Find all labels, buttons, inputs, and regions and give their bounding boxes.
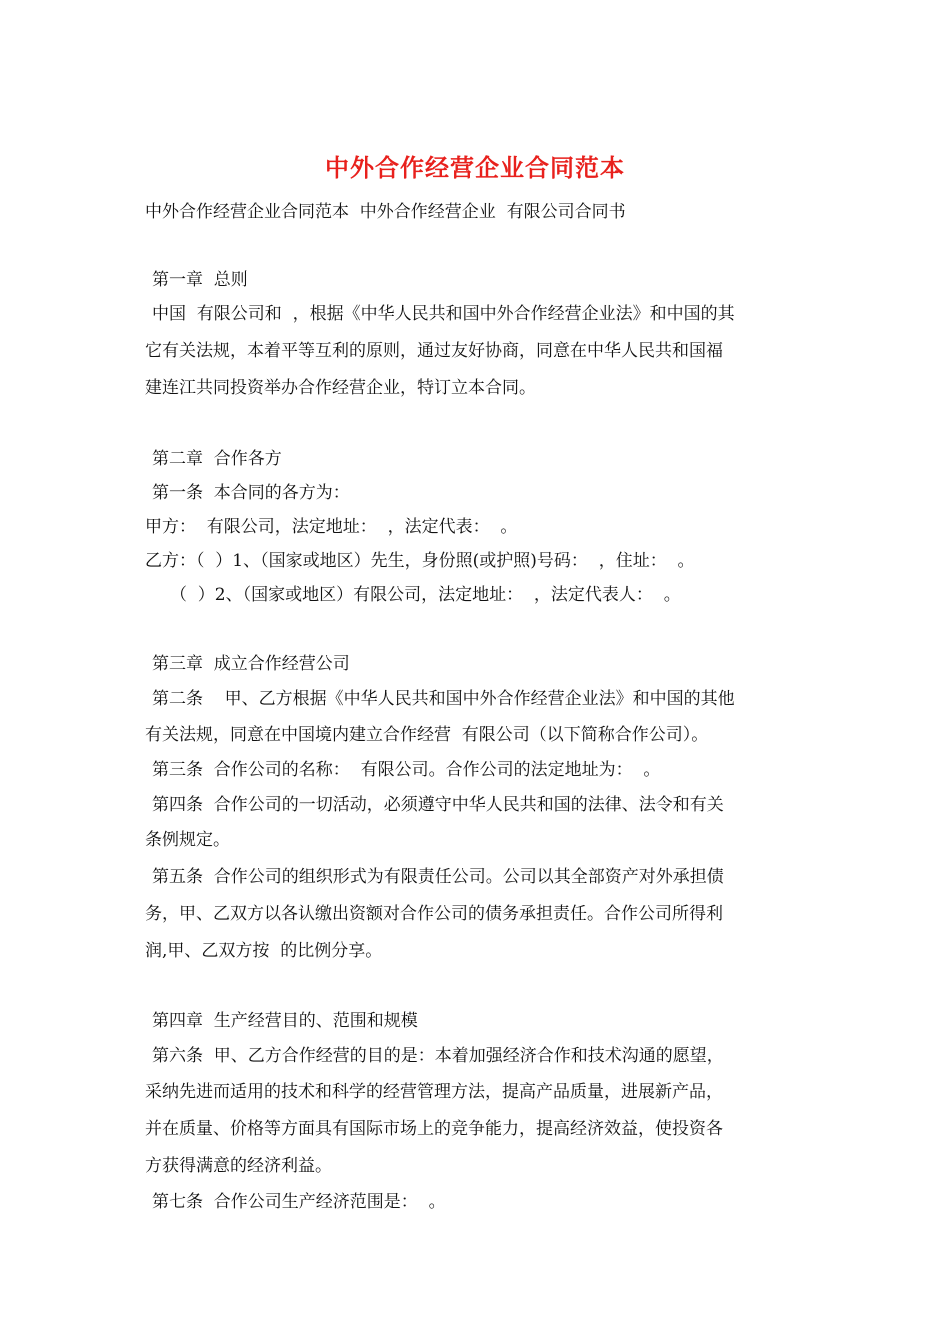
paragraph-line: 务，甲、乙双方以各认缴出资额对合作公司的债务承担责任。合作公司所得利	[145, 904, 723, 924]
article-5-line: 第五条 合作公司的组织形式为有限责任公司。公司以其全部资产对外承担债	[152, 867, 724, 887]
chapter-2-heading: 第二章 合作各方	[152, 449, 282, 469]
paragraph-line: 中国 有限公司和 ，根据《中华人民共和国中外合作经营企业法》和中国的其	[152, 304, 735, 324]
chapter-4-heading: 第四章 生产经营目的、范围和规模	[152, 1011, 418, 1031]
paragraph-line: 方获得满意的经济利益。	[145, 1156, 332, 1176]
article-2-line: 第二条 甲、乙方根据《中华人民共和国中外合作经营企业法》和中国的其他	[152, 689, 735, 709]
paragraph-line: 建连江共同投资举办合作经营企业，特订立本合同。	[145, 378, 536, 398]
chapter-1-heading: 第一章 总则	[152, 270, 248, 290]
subtitle-line: 中外合作经营企业合同范本 中外合作经营企业 有限公司合同书	[145, 202, 626, 222]
party-b-line-2: （ ）2、（国家或地区）有限公司，法定地址： ，法定代表人： 。	[170, 585, 681, 605]
article-4-line: 第四条 合作公司的一切活动，必须遵守中华人民共和国的法律、法令和有关	[152, 795, 724, 815]
party-a-line: 甲方： 有限公司，法定地址： ，法定代表： 。	[145, 517, 518, 537]
paragraph-line: 条例规定。	[145, 830, 230, 850]
article-7-line: 第七条 合作公司生产经济范围是： 。	[152, 1192, 446, 1212]
article-1-line: 第一条 本合同的各方为：	[152, 483, 350, 503]
party-b-line-1: 乙方：（ ）1、（国家或地区）先生，身份照(或护照)号码： ，住址： 。	[145, 551, 695, 571]
paragraph-line: 有关法规，同意在中国境内建立合作经营 有限公司（以下简称合作公司）。	[145, 725, 709, 745]
paragraph-line: 它有关法规，本着平等互利的原则，通过友好协商，同意在中华人民共和国福	[145, 341, 723, 361]
paragraph-line: 润,甲、乙双方按 的比例分享。	[145, 941, 383, 961]
paragraph-line: 采纳先进而适用的技术和科学的经营管理方法，提高产品质量，进展新产品，	[145, 1082, 723, 1102]
paragraph-line: 并在质量、价格等方面具有国际市场上的竞争能力，提高经济效益，使投资各	[145, 1119, 723, 1139]
article-3-line: 第三条 合作公司的名称： 有限公司。合作公司的法定地址为： 。	[152, 760, 661, 780]
article-6-line: 第六条 甲、乙方合作经营的目的是：本着加强经济合作和技术沟通的愿望，	[152, 1046, 724, 1066]
chapter-3-heading: 第三章 成立合作经营公司	[152, 654, 350, 674]
document-title: 中外合作经营企业合同范本	[325, 153, 625, 182]
